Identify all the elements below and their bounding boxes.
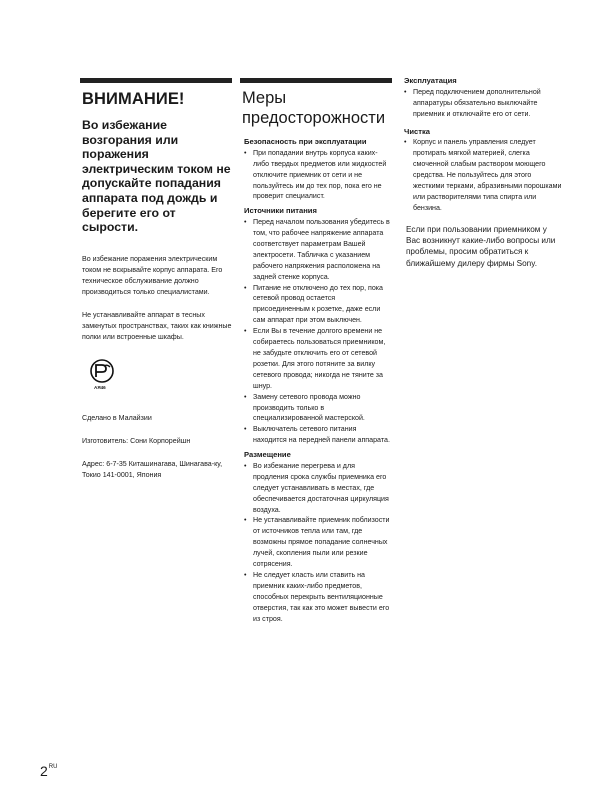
list-item: • Корпус и панель управления следует протирать мягкой материей, слегка смоченной слабым раствором моющего средства. Не пользуйтесь для этого жесткими терками, абразивными порошками или растворителями типа спирта или бензина. [404, 138, 562, 212]
section-title-power: Источники питания [244, 206, 317, 216]
power-list [240, 217, 392, 446]
safety-list [240, 148, 392, 203]
made-in-text: Сделано в Малайзии [82, 413, 152, 422]
list-item: • Замену сетевого провода можно производить только в специализированной мастерской. [244, 392, 365, 423]
column-rule [240, 78, 392, 83]
list-item: • Не следует класть или ставить на приемник каких-либо предметов, способных перекрыть вентиляционные отверстия, так как это может вывести его из строя. [244, 571, 390, 623]
list-item: • Перед подключением дополнительной аппаратуры обязательно выключайте приемник и отключайте его от сети. [404, 87, 541, 118]
list-item: • Питание не отключено до тех пор, пока сетевой провод остается присоединенным к розетке, даже если сам аппарат при этом выключен. [244, 283, 384, 325]
manufacturer-text: Изготовитель: Сони Корпорейшн [82, 436, 191, 445]
warning-paragraph-2: Не устанавливайте аппарат в тесных замкнутых пространствах, таких как книжные полки или встроенные шкафы. [82, 310, 232, 341]
address-text: Адрес: 6-7-35 Киташинагава, Шинагава-ку, Токио 141-0001, Япония [82, 459, 223, 479]
section-title-placement: Размещение [244, 450, 291, 460]
list-item: • Выключатель сетевого питания находится на передней панели аппарата. [244, 425, 390, 445]
precautions-column [240, 78, 392, 630]
warning-paragraph-1: Во избежание поражения электрическим током не вскрывайте корпус аппарата. Его техническое обслуживание должно производиться только специалистами. [82, 254, 223, 296]
page-lang: RU [48, 764, 58, 770]
list-item: • Если Вы в течение долгого времени не собираетесь пользоваться приемником, не забудьте отключить его от сетевой розетки. Для этого потяните за вилку сетевого провода; никогда не тяните за шнур. [244, 327, 386, 390]
certification-mark-icon [86, 357, 118, 393]
cleaning-list [402, 137, 562, 213]
warning-column [80, 78, 232, 493]
list-item: • Во избежание перегрева и для продления срока службы приемника его следует устанавливать в местах, где обеспечивается достаточная циркуляция воздуха. [244, 461, 389, 514]
section-title-operation: Эксплуатация [404, 76, 457, 85]
operation-column [402, 77, 562, 269]
column-rule [80, 78, 232, 83]
warning-text: Во избежание возгорания или поражения электрическим током не допускайте попадания аппарата под дождь и берегите его от сырости. [82, 118, 231, 235]
warning-heading: ВНИМАНИЕ! [82, 90, 185, 108]
precautions-heading: Меры предосторожности [242, 89, 386, 127]
contact-dealer-text: Если при пользовании приемником у Вас возникнут какие-либо вопросы или проблемы, просим обратиться к ближайшему дилеру фирмы Sony. [406, 224, 556, 268]
list-item: • Перед началом пользования убедитесь в том, что рабочее напряжение аппарата соответствует параметрам Вашей электросети. Табличка с указанием рабочего напряжения расположена на задней стенке корпуса. [244, 218, 390, 281]
placement-list [240, 461, 392, 625]
section-title-safety: Безопасность при эксплуатации [244, 137, 367, 146]
certification-code: AЯ46 [94, 384, 106, 390]
list-item: • Не устанавливайте приемник поблизости от источников тепла или там, где возможны прямое попадание солнечных лучей, скопления пыли или резкие сотрясения. [244, 516, 390, 569]
page-number: $2^{RU}$ [40, 763, 58, 779]
list-item: • При попадании внутрь корпуса каких-либо твердых предметов или жидкостей отключите приемник от сети и не пользуйтесь им до тех пор, пока его не проверит специалист. [244, 148, 387, 201]
section-title-cleaning: Чистка [404, 126, 430, 136]
operation-list [402, 87, 562, 120]
